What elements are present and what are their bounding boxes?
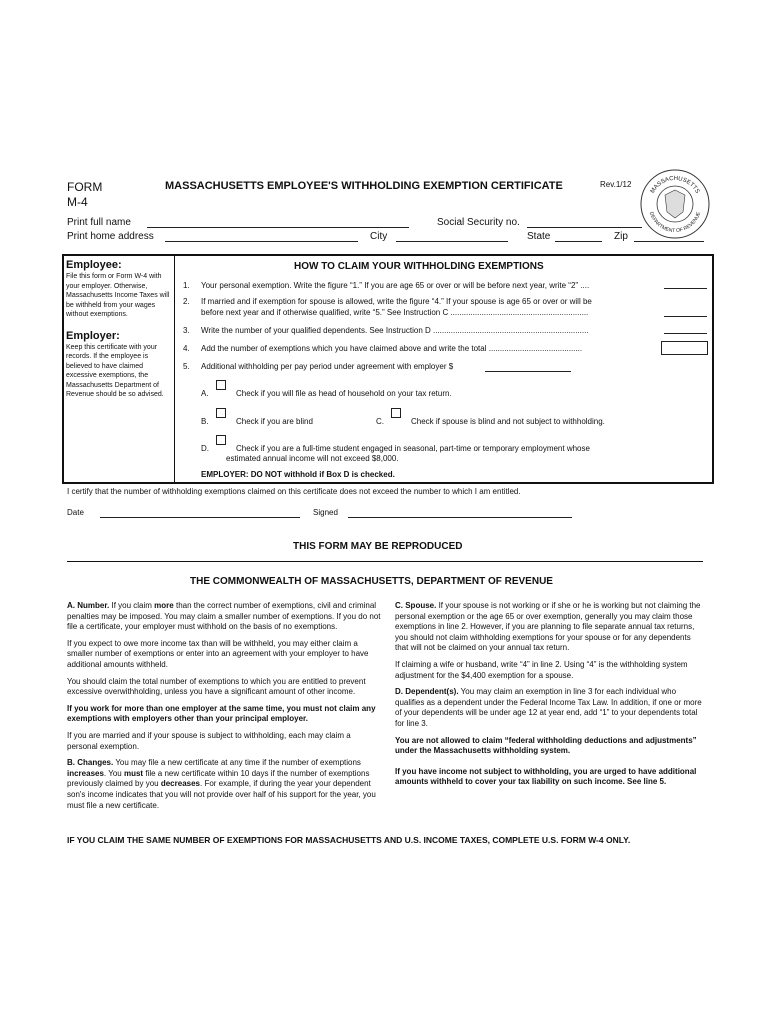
- line3-answer[interactable]: [664, 333, 707, 334]
- revision-label: Rev.1/12: [600, 180, 632, 189]
- employee-text: File this form or Form W-4 with your employer. Otherwise, Massachusetts Income Taxes will be withheld from your wages without exemptions.: [66, 273, 170, 318]
- instruction-a-p3: You should claim the total number of exemptions to which you are entitled to prevent excessive overwithholding, unless you have a significant amount of other income.: [67, 676, 366, 697]
- date-label: Date: [67, 508, 84, 517]
- city-field[interactable]: [396, 241, 508, 242]
- form-label: FORM M-4: [67, 180, 103, 209]
- sidebar: [66, 259, 172, 400]
- line1-text: Your personal exemption. Write the figure “1.” If you are age 65 or over or will be before next year, write “2” ....: [201, 281, 590, 290]
- state-field[interactable]: [555, 241, 602, 242]
- employer-note: EMPLOYER: DO NOT withhold if Box D is checked.: [201, 470, 395, 479]
- blind-checkbox[interactable]: [216, 408, 226, 418]
- svg-text:DEPARTMENT OF REVENUE: DEPARTMENT OF REVENUE: [647, 211, 703, 235]
- reproduce-notice: THIS FORM MAY BE REPRODUCED: [293, 541, 463, 552]
- ssn-field[interactable]: [527, 227, 642, 228]
- instruction-a-p4: If you work for more than one employer at the same time, you must not claim any exemptions with employers other than your principal employer.: [67, 703, 376, 724]
- zip-field[interactable]: [634, 241, 704, 242]
- line5-number: 5.: [183, 362, 190, 371]
- line4-text: Add the number of exemptions which you have claimed above and write the total ..........................................: [201, 344, 583, 353]
- dor-seal-icon: [639, 168, 711, 240]
- signed-label: Signed: [313, 508, 338, 517]
- box-a-text: Check if you will file as head of household on your tax return.: [236, 389, 452, 398]
- section-divider: [67, 561, 703, 562]
- line5-amount-field[interactable]: [485, 371, 571, 372]
- print-full-name-label: Print full name: [67, 217, 131, 228]
- city-label: City: [370, 231, 388, 242]
- print-home-address-label: Print home address: [67, 231, 154, 242]
- svg-text:MASSACHUSETTS: MASSACHUSETTS: [649, 175, 701, 195]
- claim-heading: HOW TO CLAIM YOUR WITHHOLDING EXEMPTIONS: [294, 261, 544, 272]
- instruction-c-p2: If claiming a wife or husband, write “4” in line 2. Using “4” is the withholding system adjustment for the $4,400 exemption for a spouse.: [395, 659, 688, 680]
- box-c-text: Check if spouse is blind and not subject to withholding.: [411, 417, 605, 426]
- zip-label: Zip: [614, 231, 628, 242]
- student-checkbox[interactable]: [216, 435, 226, 445]
- line3-number: 3.: [183, 326, 190, 335]
- box-d-label: D.: [201, 444, 209, 453]
- full-name-field[interactable]: [147, 227, 409, 228]
- box-b-label: B.: [201, 417, 209, 426]
- instruction-a-p2: If you expect to owe more income tax than will be withheld, you may either claim a smaller number of exemptions or enter into an agreement with your employer to have additional amounts withheld.: [67, 638, 369, 669]
- line1-number: 1.: [183, 281, 190, 290]
- ssn-label: Social Security no.: [437, 217, 520, 228]
- box-divider: [174, 256, 175, 482]
- department-heading: THE COMMONWEALTH OF MASSACHUSETTS, DEPARTMENT OF REVENUE: [190, 576, 553, 587]
- signature-field[interactable]: [348, 517, 572, 518]
- instructions-left: [67, 601, 383, 817]
- box-b-text: Check if you are blind: [236, 417, 313, 426]
- instruction-d: D. Dependent(s). You may claim an exemption in line 3 for each individual who qualifies as a dependent under the Federal Income Tax Law. In addition, if one or more of your dependents will be under age 12 at year end, add “1” to your dependents total for line 3.: [395, 687, 702, 728]
- line1-answer[interactable]: [664, 288, 707, 289]
- instruction-d-p3: If you have income not subject to withholding, you are urged to have additional amounts withheld to cover your tax liability on such income. See line 5.: [395, 766, 697, 787]
- box-d-text-a: Check if you are a full-time student engaged in seasonal, part-time or temporary employment whose: [236, 444, 590, 453]
- instruction-a: A. Number. If you claim more than the correct number of exemptions, civil and criminal penalties may be imposed. You may claim a smaller number of exemptions. If you do not file a certificate, your employer must withhold on the basis of no exemptions.: [67, 601, 381, 632]
- employer-text: Keep this certificate with your records. If the employee is believed to have claimed excessive exemptions, the Massachusetts Department of Revenue should be so advised.: [66, 343, 164, 398]
- home-address-field[interactable]: [165, 241, 358, 242]
- line4-total-box[interactable]: [661, 341, 708, 355]
- employee-heading: Employee:: [66, 259, 122, 271]
- box-c-label: C.: [376, 417, 384, 426]
- instruction-c: C. Spouse. If your spouse is not working or if she or he is working but not claiming the personal exemption or the age 65 or over exemption, generally you may claim those exemptions in line 2. However, if you are planning to file separate annual tax returns, you should not claim withholding exemptions for your spouse or for any dependents that will not be claimed on your annual tax return.: [395, 601, 701, 653]
- spouse-blind-checkbox[interactable]: [391, 408, 401, 418]
- certification-text: I certify that the number of withholding exemptions claimed on this certificate does not exceed the number to which I am entitled.: [67, 487, 521, 496]
- box-a-label: A.: [201, 389, 209, 398]
- instruction-a-p5: If you are married and if your spouse is subject to withholding, each may claim a personal exemption.: [67, 730, 351, 751]
- state-label: State: [527, 231, 551, 242]
- line2-answer[interactable]: [664, 316, 707, 317]
- form-number: M-4: [67, 195, 88, 209]
- instruction-b: B. Changes. You may file a new certificate at any time if the number of exemptions increases. You must file a new certificate within 10 days if the number of exemptions previously claimed by you decreases. For example, if during the year your dependent son's income indicates that you will not provide over half of his support for the year, you must file a new certificate.: [67, 758, 376, 810]
- date-field[interactable]: [100, 517, 300, 518]
- form-title: MASSACHUSETTS EMPLOYEE'S WITHHOLDING EXEMPTION CERTIFICATE: [165, 180, 563, 192]
- instruction-d-p2: You are not allowed to claim “federal withholding deductions and adjustments” under the Massachusetts withholding system.: [395, 735, 697, 756]
- instructions-right: [395, 601, 705, 794]
- head-of-household-checkbox[interactable]: [216, 380, 226, 390]
- line5-text: Additional withholding per pay period under agreement with employer $: [201, 362, 454, 371]
- line4-number: 4.: [183, 344, 190, 353]
- box-d-text-b: estimated annual income will not exceed $8,000.: [226, 454, 399, 463]
- line3-text: Write the number of your qualified dependents. See Instruction D ......................................................................: [201, 326, 589, 335]
- employer-heading: Employer:: [66, 329, 120, 342]
- footer-note: IF YOU CLAIM THE SAME NUMBER OF EXEMPTIONS FOR MASSACHUSETTS AND U.S. INCOME TAXES, COMPLETE U.S. FORM W-4 ONLY.: [67, 835, 631, 845]
- line2-text-a: If married and if exemption for spouse is allowed, write the figure “4.” If your spouse is age 65 or over or will be: [201, 297, 592, 306]
- line2-number: 2.: [183, 297, 190, 306]
- line2-text-b: before next year and if otherwise qualified, write “5.” See Instruction C ..............................................................: [201, 308, 589, 317]
